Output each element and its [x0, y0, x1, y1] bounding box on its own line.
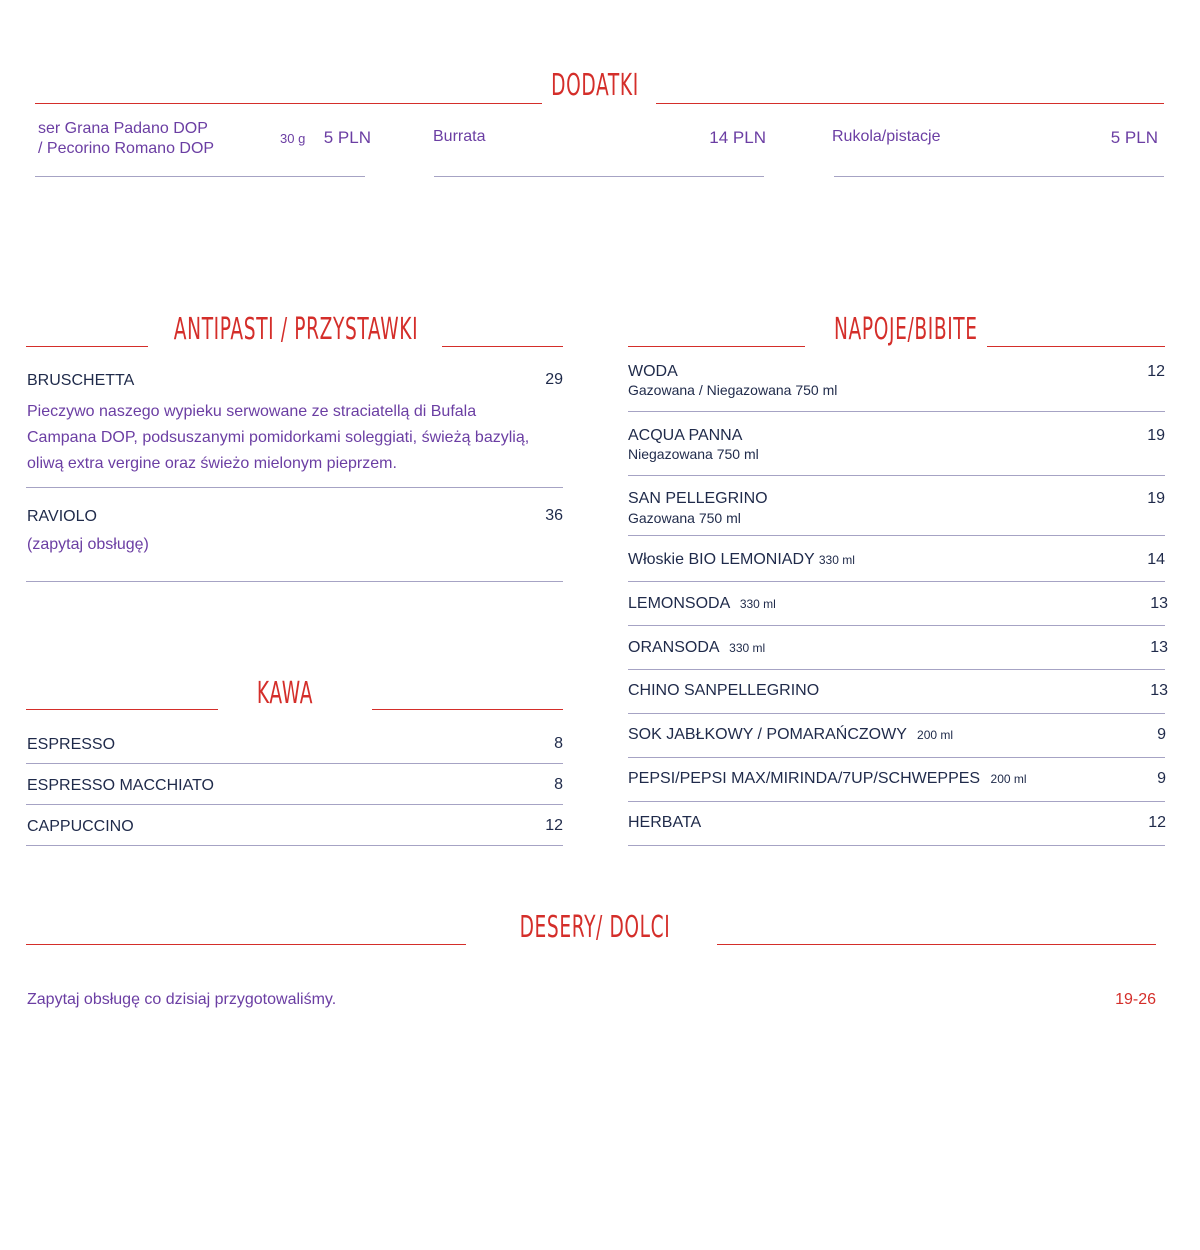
menu-item-price: 13 [1150, 595, 1168, 612]
menu-item-name: CHINO SANPELLEGRINO [628, 682, 820, 699]
dodatki-divider [35, 176, 365, 177]
menu-item-name-text: Włoskie BIO LEMONIADY [628, 551, 815, 568]
menu-item-price: 12 [1147, 363, 1165, 380]
napoje-left-rule [628, 346, 805, 347]
menu-item-description-line: oliwą extra vergine oraz świeżo mielonym pieprzem. [27, 455, 397, 472]
menu-item-price: 12 [545, 817, 563, 834]
dodatki-item-name-line2: / Pecorino Romano DOP [38, 140, 215, 157]
menu-item-price: 9 [1157, 726, 1166, 743]
menu-divider [628, 845, 1165, 846]
menu-item-price: 19 [1147, 427, 1165, 444]
menu-item-name-text: LEMONSODA [628, 595, 730, 612]
desery-price: 19-26 [1115, 991, 1156, 1008]
menu-item-name [628, 639, 765, 657]
menu-item-volume: 200 ml [990, 772, 1027, 786]
dodatki-left-rule [35, 103, 542, 104]
menu-item-name-text: ORANSODA [628, 639, 719, 656]
menu-item-name: ESPRESSO MACCHIATO [27, 777, 214, 794]
menu-item-price: 19 [1147, 490, 1165, 507]
menu-divider [628, 581, 1165, 582]
menu-divider [26, 487, 563, 488]
menu-item-name-text: SOK JABŁKOWY / POMARAŃCZOWY [628, 726, 907, 743]
menu-item-name [628, 551, 855, 569]
desery-left-rule [26, 944, 466, 945]
menu-item-name [628, 726, 953, 744]
menu-item-price: 14 [1147, 551, 1165, 568]
dodatki-item-price: 5 PLN [1110, 128, 1158, 147]
dodatki-title: DODATKI [551, 68, 639, 103]
menu-item-price: 13 [1150, 682, 1168, 699]
menu-item-volume: 330 ml [818, 553, 855, 567]
menu-item-name: SAN PELLEGRINO [628, 490, 768, 507]
menu-divider [26, 581, 563, 582]
menu-item-volume: 330 ml [739, 597, 776, 611]
menu-item-name: CAPPUCCINO [27, 818, 134, 835]
antipasti-title: ANTIPASTI / PRZYSTAWKI [173, 312, 419, 347]
antipasti-left-rule [26, 346, 148, 347]
dodatki-item-name: Rukola/pistacje [832, 128, 941, 145]
menu-item-volume: 200 ml [917, 728, 954, 742]
menu-item-description: (zapytaj obsługę) [27, 536, 149, 553]
menu-divider [628, 475, 1165, 476]
menu-divider [26, 845, 563, 846]
menu-divider [628, 535, 1165, 536]
desery-description: Zapytaj obsługę co dzisiaj przygotowaliśmy. [27, 991, 337, 1008]
desery-title: DESERY/ DOLCI [519, 910, 671, 945]
menu-divider [628, 625, 1165, 626]
menu-item-subtitle: Gazowana / Niegazowana 750 ml [628, 382, 838, 398]
napoje-right-rule [987, 346, 1165, 347]
menu-item-price: 9 [1157, 770, 1166, 787]
napoje-title: NAPOJE/BIBITE [834, 312, 978, 347]
menu-item-description-line: Pieczywo naszego wypieku serwowane ze straciatellą di Bufala [27, 403, 477, 420]
menu-item-name: HERBATA [628, 814, 702, 831]
dodatki-item-name: Burrata [433, 128, 486, 145]
menu-item-price: 8 [554, 776, 563, 793]
menu-item-name: WODA [628, 363, 678, 380]
menu-divider [628, 411, 1165, 412]
menu-item-name: RAVIOLO [27, 508, 97, 525]
menu-divider [26, 763, 563, 764]
menu-divider [628, 757, 1165, 758]
menu-item-price: 8 [554, 735, 563, 752]
dodatki-item-name-line1: ser Grana Padano DOP [38, 120, 208, 137]
dodatki-item-name [38, 119, 214, 159]
menu-item-name-text: PEPSI/PEPSI MAX/MIRINDA/7UP/SCHWEPPES [628, 770, 981, 787]
menu-item-name: ESPRESSO [27, 736, 116, 753]
menu-item-price: 29 [545, 371, 563, 388]
menu-item-price: 13 [1150, 639, 1168, 656]
antipasti-right-rule [442, 346, 563, 347]
menu-item-price: 36 [545, 507, 563, 524]
menu-divider [26, 804, 563, 805]
kawa-right-rule [372, 709, 563, 710]
menu-item-description-line: Campana DOP, podsuszanymi pomidorkami soleggiati, świeżą bazylią, [27, 429, 530, 446]
menu-item-subtitle: Gazowana 750 ml [628, 510, 741, 526]
kawa-title: KAWA [256, 676, 314, 711]
menu-item-price: 12 [1148, 814, 1166, 831]
menu-item-name: ACQUA PANNA [628, 427, 743, 444]
desery-right-rule [717, 944, 1156, 945]
menu-item-name [628, 595, 776, 613]
dodatki-right-rule [656, 103, 1164, 104]
menu-item-name [628, 770, 1027, 788]
dodatki-item-price: 5 PLN [323, 128, 371, 147]
dodatki-divider [434, 176, 764, 177]
dodatki-divider [834, 176, 1164, 177]
menu-divider [628, 669, 1165, 670]
menu-divider [628, 713, 1165, 714]
menu-item-subtitle: Niegazowana 750 ml [628, 446, 759, 462]
dodatki-item-weight: 30 g [280, 131, 306, 146]
menu-item-volume: 330 ml [729, 641, 766, 655]
menu-item-description [27, 399, 529, 477]
menu-divider [628, 801, 1165, 802]
dodatki-item-price: 14 PLN [709, 128, 766, 147]
menu-item-name: BRUSCHETTA [27, 372, 135, 389]
kawa-left-rule [26, 709, 218, 710]
